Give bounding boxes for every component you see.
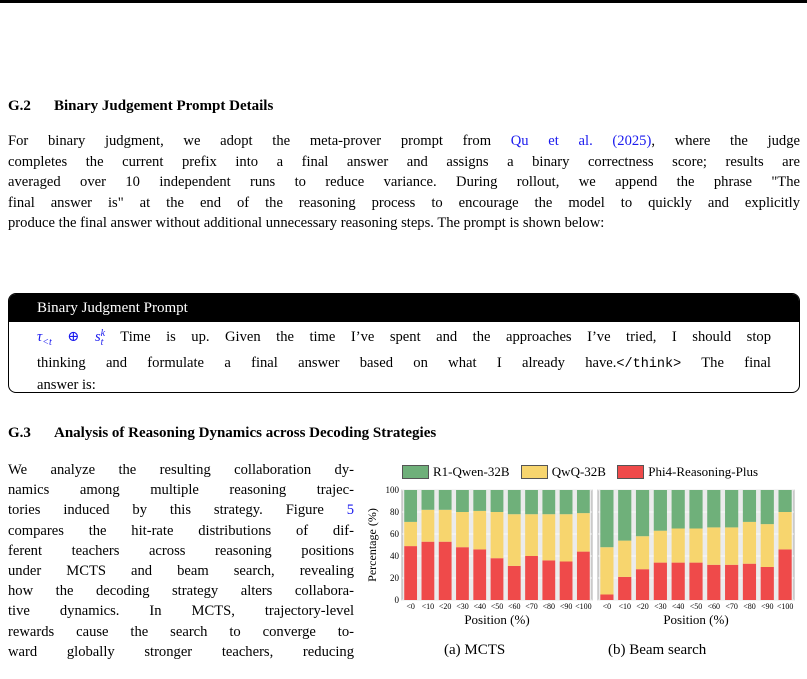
x-axis-label: Position (%)	[464, 612, 530, 627]
x-tick-label: <50	[689, 602, 703, 611]
paragraph-line: averaged over 10 independent runs to reduce variance. During rollout, we append the phrase "The	[8, 174, 800, 190]
bar-segment-qwq	[404, 522, 417, 546]
prompt-line	[37, 353, 771, 375]
section-number: G.2	[8, 98, 31, 114]
legend-item-phi	[617, 464, 758, 480]
bar-segment-qwq	[508, 514, 521, 566]
x-tick-label: <100	[575, 602, 592, 611]
y-tick-label: 40	[390, 551, 399, 561]
prompt-line: answer is:	[37, 376, 96, 393]
paragraph-line: completes the current prefix into a final answer and assigns a binary correctness score; results are	[8, 153, 800, 170]
bar-segment-phi	[508, 566, 521, 600]
caption-mcts: (a) MCTS	[444, 642, 506, 658]
legend-label: QwQ-32B	[551, 464, 606, 479]
bar-segment-phi	[725, 565, 738, 600]
figure-legend	[402, 464, 766, 484]
paragraph-line: under MCTS and beam search, revealing	[8, 563, 354, 580]
legend-swatch-r1	[402, 465, 429, 479]
bar-segment-qwq	[473, 511, 486, 550]
x-tick-label: <100	[776, 602, 794, 611]
bar-segment-qwq	[743, 522, 756, 564]
bar-segment-phi	[672, 563, 685, 600]
section-title: Analysis of Reasoning Dynamics across Decoding Strategies	[54, 425, 437, 441]
bar-segment-qwq	[636, 536, 649, 569]
y-tick-label: 0	[394, 595, 399, 605]
x-tick-label: <30	[456, 602, 469, 611]
x-tick-label: <80	[743, 602, 756, 611]
caption-beam: (b) Beam search	[608, 642, 707, 658]
x-tick-label: <90	[559, 602, 573, 611]
g2-paragraph	[8, 131, 800, 234]
bar-segment-phi	[456, 547, 469, 600]
bar-segment-qwq	[525, 514, 538, 556]
x-tick-label: <20	[438, 602, 452, 611]
bar-segment-r1	[508, 490, 521, 514]
bar-segment-phi	[689, 563, 702, 600]
bar-segment-phi	[778, 549, 791, 600]
legend-item-r1	[402, 464, 510, 480]
paragraph-line: ferent teachers across reasoning positions	[8, 542, 354, 559]
bar-segment-qwq	[456, 512, 469, 547]
paragraph-line: tive dynamics. In MCTS, trajectory-level	[8, 603, 354, 620]
bar-segment-r1	[422, 490, 435, 510]
text-run: thinking and formulate a final answer based on what I already have.	[37, 354, 617, 371]
x-tick-label: <70	[525, 602, 538, 611]
text-run: The final	[681, 354, 771, 371]
bar-segment-r1	[778, 490, 791, 512]
top-rule	[0, 0, 807, 3]
bar-segment-phi	[404, 546, 417, 600]
paragraph-line	[8, 500, 354, 520]
bar-segment-r1	[636, 490, 649, 536]
paragraph-line: final answer is" at the end of the reasoning process to encourage the model to quickly and explicitly	[8, 194, 800, 211]
bar-segment-phi	[542, 560, 555, 600]
think-tag: </think>	[616, 356, 682, 372]
prompt-line	[37, 327, 771, 353]
legend-label: R1-Qwen-32B	[433, 464, 510, 479]
bar-segment-qwq	[707, 527, 720, 564]
paragraph-line: produce the final answer without additional unnecessary reasoning steps. The prompt is shown below:	[8, 215, 605, 231]
figure-5	[362, 464, 802, 679]
bar-segment-phi	[439, 542, 452, 600]
bar-segment-r1	[707, 490, 720, 527]
bar-segment-r1	[654, 490, 667, 531]
x-tick-label: <0	[406, 602, 415, 611]
bar-segment-phi	[560, 562, 573, 601]
bar-segment-phi	[473, 549, 486, 600]
x-tick-label: <0	[602, 602, 612, 611]
bar-segment-qwq	[672, 529, 685, 563]
bar-segment-qwq	[560, 514, 573, 561]
y-tick-label: 100	[385, 485, 399, 495]
prompt-box-title: Binary Judgment Prompt	[9, 294, 799, 322]
bar-segment-r1	[560, 490, 573, 514]
text-run: For binary judgment, we adopt the meta-prover prompt from	[8, 133, 511, 149]
bar-segment-phi	[491, 558, 504, 600]
bar-segment-phi	[422, 542, 435, 600]
bar-segment-r1	[689, 490, 702, 529]
x-tick-label: <10	[421, 602, 435, 611]
y-tick-label: 20	[390, 573, 399, 583]
paragraph-line: namics among multiple reasoning trajec-	[8, 482, 354, 499]
bar-segment-r1	[577, 490, 590, 513]
bar-segment-r1	[404, 490, 417, 522]
bar-segment-qwq	[491, 512, 504, 558]
stacked-bar-charts	[362, 486, 802, 636]
section-heading-g3	[8, 425, 436, 442]
bar-segment-r1	[456, 490, 469, 512]
citation-link[interactable]: Qu et al. (2025)	[510, 133, 652, 149]
legend-label: Phi4-Reasoning-Plus	[648, 464, 759, 479]
bar-segment-r1	[672, 490, 685, 529]
text-run: tories induced by this strategy. Figure	[8, 502, 347, 519]
x-tick-label: <40	[671, 602, 685, 611]
bar-segment-r1	[761, 490, 774, 524]
prompt-box-body	[9, 322, 799, 393]
paragraph-line	[8, 131, 800, 152]
paragraph-line: how the decoding strategy alters collabora-	[8, 583, 354, 600]
bar-segment-phi	[743, 564, 756, 600]
bar-segment-r1	[542, 490, 555, 514]
g3-paragraph	[8, 460, 354, 662]
bar-segment-r1	[743, 490, 756, 522]
bar-segment-qwq	[778, 512, 791, 549]
x-tick-label: <60	[508, 602, 521, 611]
bar-segment-phi	[761, 567, 774, 600]
math-expression: $\tau_{<t}$ ⊕ s k t	[37, 327, 106, 348]
bar-segment-r1	[473, 490, 486, 511]
x-tick-label: <70	[725, 602, 738, 611]
bar-segment-qwq	[542, 514, 555, 560]
bar-segment-qwq	[725, 527, 738, 564]
bar-segment-qwq	[577, 513, 590, 552]
section-heading-g2	[8, 98, 273, 115]
bar-segment-phi	[654, 563, 667, 600]
prompt-box	[8, 293, 800, 393]
bar-segment-qwq	[689, 529, 702, 563]
y-tick-label: 60	[390, 529, 399, 539]
bar-segment-qwq	[654, 531, 667, 563]
section-title: Binary Judgement Prompt Details	[54, 98, 274, 114]
bar-segment-phi	[525, 556, 538, 600]
y-axis-label: Percentage (%)	[365, 508, 379, 582]
x-tick-label: <10	[618, 602, 631, 611]
bar-segment-phi	[636, 569, 649, 600]
figure-ref-link[interactable]: 5	[346, 502, 354, 519]
bar-segment-r1	[600, 490, 613, 547]
paragraph-line: ward globally stronger teachers, reducing	[8, 643, 354, 660]
x-tick-label: <40	[473, 602, 486, 611]
bar-segment-phi	[600, 595, 613, 601]
legend-item-qwq	[521, 464, 606, 480]
bar-segment-r1	[439, 490, 452, 510]
text-run: Time is up. Given the time I’ve spent and the approaches I’ve tried, I should stop	[105, 329, 771, 345]
bar-segment-qwq	[761, 524, 774, 567]
bar-segment-phi	[577, 552, 590, 600]
section-number: G.3	[8, 425, 31, 441]
x-tick-label: <60	[707, 602, 721, 611]
paragraph-line: compares the hit-rate distributions of dif-	[8, 522, 354, 539]
paragraph-line: rewards cause the search to converge to-	[8, 623, 354, 640]
bar-segment-r1	[491, 490, 504, 512]
legend-swatch-phi	[617, 465, 644, 479]
x-axis-label: Position (%)	[663, 612, 729, 627]
x-tick-label: <90	[761, 602, 774, 611]
bar-segment-phi	[618, 577, 631, 600]
bar-segment-qwq	[618, 541, 631, 577]
text-run: , where the judge	[651, 133, 801, 149]
bar-segment-r1	[618, 490, 631, 541]
x-tick-label: <30	[654, 602, 667, 611]
bar-segment-r1	[725, 490, 738, 527]
bar-segment-qwq	[439, 510, 452, 542]
bar-segment-phi	[707, 565, 720, 600]
bar-segment-r1	[525, 490, 538, 514]
paragraph-line: We analyze the resulting collaboration dy-	[8, 462, 354, 478]
bar-segment-qwq	[422, 510, 435, 542]
x-tick-label: <80	[542, 602, 556, 611]
y-tick-label: 80	[390, 507, 399, 517]
x-tick-label: <20	[636, 602, 649, 611]
legend-swatch-qwq	[521, 465, 548, 479]
bar-segment-qwq	[600, 547, 613, 594]
x-tick-label: <50	[490, 602, 504, 611]
